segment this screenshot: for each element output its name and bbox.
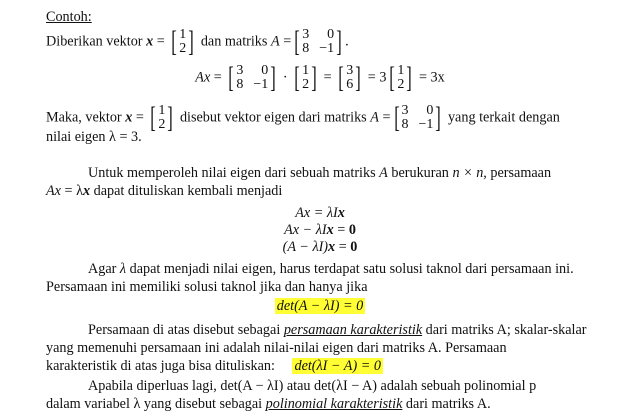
equals: = [153,33,169,50]
vec-entry: 1 [179,27,187,42]
zero-vector: 0 [350,239,358,255]
mat-entry: −1 [319,41,335,56]
para1-line2 [46,182,282,200]
vec-entry: 2 [397,77,405,92]
para1-text: , persamaan [483,165,552,181]
para4-text: dari matriks A. [402,396,491,412]
para3-text: karakteristik di atas juga bisa dituliskan: [46,358,275,374]
det-equation [0,297,640,315]
eq-mid: − λI [299,222,327,238]
vec-entry: 2 [302,77,310,92]
given-vector-line: Diberikan vektor x = [ 1 2 ] dan matriks A = [ 3 0 8 −1 ] . [46,25,349,58]
equation-2 [0,221,640,239]
characteristic-equation-highlight: det(A − λI) = 0 [276,298,364,314]
mat-entry: 0 [261,63,269,78]
matrix-A-symbol: A [270,33,280,50]
mat-entry: 8 [236,77,244,92]
para3-text: Persamaan di atas disebut sebagai [88,322,284,338]
and-matrix-text: dan matriks [200,33,268,50]
vector-x: x [82,183,91,199]
matrix-A-symbol: A [370,109,379,126]
eigenvalue-line: nilai eigen λ = 3. [46,129,142,145]
mat-entry: 8 [302,41,310,56]
mat-entry: 3 [302,27,310,42]
lambda-symbol: λ [116,261,127,277]
para1-line1 [88,164,551,182]
mat-entry: 0 [327,27,335,42]
zero-vector: 0 [348,222,356,238]
equals: = [335,239,351,255]
para2-text: Agar [88,261,117,277]
matrix-A-symbol: A [379,165,388,181]
mat-entry: 8 [401,117,409,132]
para1-text: Untuk memperoleh nilai eigen dari sebuah matriks [88,165,376,181]
mat-entry: −1 [253,77,269,92]
vec-entry: 3 [346,63,354,78]
mat-entry: −1 [418,117,434,132]
eq-lhs: (A − λI) [282,239,329,255]
vector-x: x [326,222,334,238]
para1-text: berukuran [387,165,449,181]
para3-line1 [88,321,587,339]
eq-lhs: Ax [295,205,311,221]
ax-result: = 3x [415,69,445,86]
equation-3 [0,238,640,256]
vector-x: x [146,33,154,50]
vec-entry: 2 [158,117,166,132]
matrix-A: [ 3 0 8 −1 ] [294,25,342,58]
para2-text: dapat menjadi nilai eigen, harus terdapat satu solusi taknol dari persamaan ini. [126,261,574,277]
related-text: yang terkait dengan [444,109,560,126]
ax-lhs: Ax [195,69,211,86]
vector-x: x [337,205,345,221]
mat-entry: 0 [426,103,434,118]
ax-computation: Ax = [ 3 0 8 −1 ] · [ 1 2 ] = [ 3 6 ] = 3 [ 1 2 ] = 3x [195,61,445,94]
example-title: Contoh: [46,9,92,25]
eigenvector-text: disebut vektor eigen dari matriks [176,109,367,126]
period: . [345,33,349,50]
cdot: · [279,69,292,86]
vec-entry: 2 [179,41,187,56]
term-characteristic-polynomial: polinomial karakteristik [265,396,403,412]
eq-lhs: Ax [284,222,300,238]
term-characteristic-equation: persamaan karakteristik [283,322,423,338]
matrix-A: [ 3 0 8 −1 ] [393,101,442,134]
vector-x-column: [ 1 2 ] [389,61,413,94]
alt-characteristic-equation-highlight: det(λI − A) = 0 [294,358,381,374]
vector-x: x [125,109,133,126]
matrix-A: [ 3 0 8 −1 ] [228,61,277,94]
vector-x: x [328,239,336,255]
para1-text: dapat dituliskan kembali menjadi [90,183,283,199]
n-by-n: n × n [448,165,484,181]
given-text: Diberikan vektor [46,33,143,50]
vec-entry: 1 [158,103,166,118]
para3-text: dari matriks A; skalar-skalar [422,322,587,338]
equals: = [210,69,226,86]
equation-1 [0,204,640,222]
ax-symbol: Ax [46,183,61,199]
vector-x-column: [ 1 2 ] [150,101,174,134]
para4-line2 [46,395,491,413]
para4-text: dalam variabel λ yang disebut sebagai [46,396,266,412]
mat-entry: 3 [236,63,244,78]
result-vector: [ 3 6 ] [338,61,361,94]
equals-lambda: = λ [60,183,83,199]
scalar-three: 3 [375,69,387,86]
vector-x-column: [ 1 2 ] [294,61,317,94]
eq-mid: = λI [310,205,338,221]
vec-entry: 6 [346,77,354,92]
vec-entry: 1 [302,63,310,78]
para2-line2: Persamaan ini memiliki solusi taknol jika dan hanya jika [46,279,368,295]
vec-entry: 1 [397,63,405,78]
para4-line1: Apabila diperluas lagi, det(A − λI) atau det(λI − A) adalah sebuah polinomial p [88,378,537,394]
para2-line1 [88,260,574,278]
maka-text: Maka, vektor [46,109,122,126]
mat-entry: 3 [401,103,409,118]
equals: = [132,109,148,126]
equals: = [333,222,349,238]
para3-line3 [46,357,383,375]
vector-x-column: [ 1 2 ] [171,25,195,58]
para3-line2: yang memenuhi persamaan ini adalah nilai-nilai eigen dari matriks A. Persamaan [46,340,507,356]
maka-line: Maka, vektor x = [ 1 2 ] disebut vektor eigen dari matriks A = [ 3 0 8 −1 ] yang terkait dengan [46,101,560,134]
